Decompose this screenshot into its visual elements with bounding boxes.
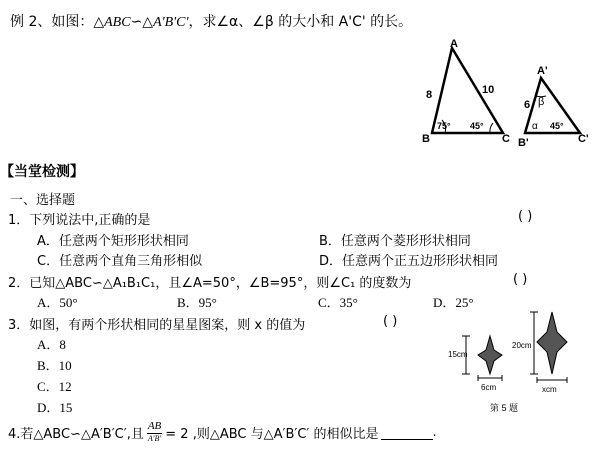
q4-middle: = 2 ,则△ABC 与△A′B′C′ 的相似比是 [165, 426, 379, 442]
label-A-prime: A' [537, 65, 548, 77]
q4-end: . [432, 424, 437, 440]
label-C-prime: C' [578, 133, 589, 145]
angle-c-value: 45° [470, 121, 484, 131]
example-2-line [10, 11, 412, 31]
small-star-height: 15cm [448, 350, 468, 359]
star-shapes-figure [446, 310, 586, 414]
q2-option-c: C．35° [318, 295, 358, 310]
q2-option-a: A．50° [37, 295, 78, 310]
label-A: A [450, 38, 458, 50]
q4-line [8, 418, 437, 446]
q1-option-c: C．任意两个直角三角形相似 [37, 254, 203, 269]
q3-option-a: A．8 [37, 337, 66, 352]
large-star-shape [530, 312, 567, 383]
similar-triangles-figure [420, 38, 592, 150]
q2-answer-paren: ( ) [513, 272, 528, 287]
q3-option-c: C．12 [37, 379, 72, 394]
example-similar: △ABC∽△A'B'C' [93, 15, 189, 30]
side-a1b1-length: 6 [524, 99, 531, 111]
q4-prefix: 4.若△ABC∽△A′B′C′,且 [8, 426, 144, 442]
small-star-shape [462, 336, 502, 381]
large-star-height: 20cm [512, 341, 532, 350]
section-subheading: 一、选择题 [10, 193, 76, 208]
q4-fraction-denominator: A′B′ [147, 434, 162, 443]
q2-option-d: D．25° [433, 295, 474, 310]
q3-option-b: B．10 [37, 358, 72, 373]
small-star-width: 6cm [481, 383, 497, 392]
q2-option-b: B．95° [177, 295, 217, 310]
q2-stem: 2．已知△ABC∽△A₁B₁C₁，且∠A=50°，∠B=95°，则∠C₁ 的度数为 [8, 276, 412, 291]
large-star-width: xcm [542, 385, 557, 394]
label-B: B [422, 133, 430, 145]
angle-c-prime-value: 45° [550, 121, 564, 131]
label-B-prime: B' [518, 137, 529, 149]
q1-answer-paren: ( ) [518, 209, 533, 224]
q4-fraction-numerator: AB [147, 420, 162, 432]
q1-option-a: A．任意两个矩形形状相同 [37, 234, 189, 249]
section-heading: 【当堂检测】 [0, 164, 84, 180]
label-C: C [502, 133, 510, 145]
q1-option-b: B．任意两个菱形形状相同 [319, 234, 471, 249]
side-ab-length: 8 [426, 89, 433, 101]
q4-fraction [147, 421, 162, 443]
q3-option-d: D．15 [37, 400, 73, 415]
q1-stem: 1．下列说法中,正确的是 [8, 213, 151, 228]
beta-label: β [538, 96, 545, 108]
q3-answer-paren: ( ) [383, 314, 398, 329]
q4-answer-blank[interactable] [381, 425, 433, 440]
alpha-label: α [532, 121, 538, 132]
example-prefix: 例 2、如图： [10, 14, 94, 30]
q3-stem: 3．如图，有两个形状相同的星星图案，则 x 的值为 [8, 318, 306, 333]
example-ask: ，求∠α、∠β 的大小和 A'C' 的长。 [188, 14, 413, 30]
figure-caption: 第 5 题 [490, 403, 519, 413]
q1-option-d: D．任意两个正五边形形状相同 [319, 254, 499, 269]
angle-b-value: 75° [437, 121, 451, 131]
side-ac-length: 10 [482, 84, 495, 96]
